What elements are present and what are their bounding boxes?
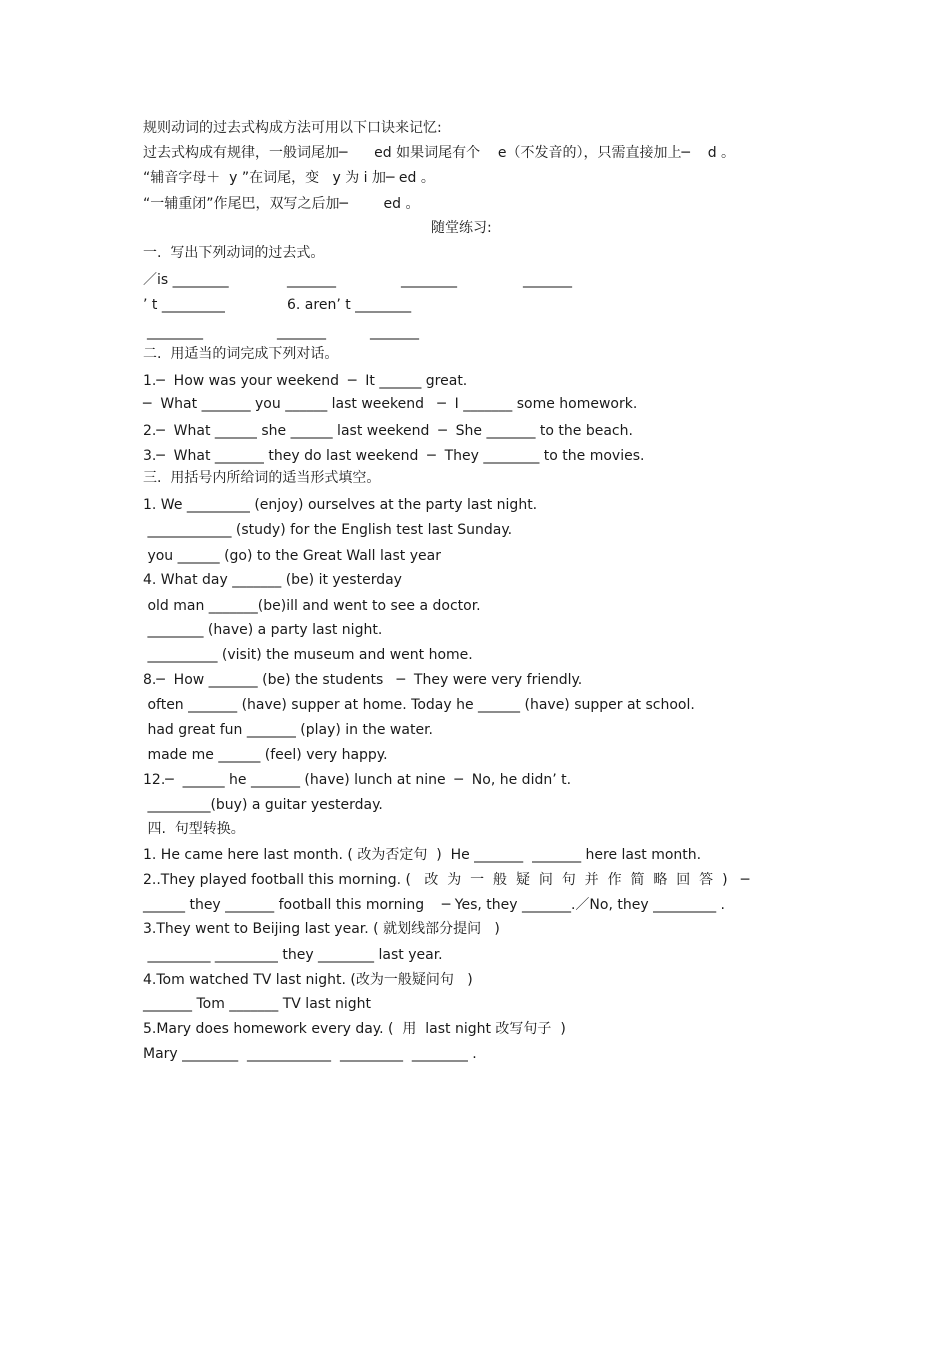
section4-heading: 四. 句型转换。 bbox=[143, 821, 245, 837]
section4-line: Mary ________ ____________ _________ ________ . bbox=[143, 1046, 477, 1062]
section3-line: _________(buy) a guitar yesterday. bbox=[143, 797, 383, 813]
section3-line: __________ (visit) the museum and went home. bbox=[143, 647, 473, 663]
intro-line-3: “辅音字母＋ y ”在词尾，变 y 为 i 加─ ed 。 bbox=[143, 170, 435, 186]
section1-item: ________ bbox=[147, 324, 203, 340]
section1-heading: 一. 写出下列动词的过去式。 bbox=[143, 245, 325, 261]
practice-title: 随堂练习: bbox=[431, 220, 492, 236]
section3-line: you ______ (go) to the Great Wall last year bbox=[143, 548, 441, 564]
section4-line: _______ Tom _______ TV last night bbox=[143, 996, 372, 1012]
section4-line: 5.Mary does homework every day. ( 用 last night 改写句子 ) bbox=[143, 1021, 566, 1037]
section3-line: 4. What day _______ (be) it yesterday bbox=[143, 572, 402, 588]
section1-item: ／is ________ bbox=[143, 272, 229, 288]
section4-line: 2..They played football this morning. ( 改 为 一 般 疑 问 句 并 作 简 略 回 答 ) ─ bbox=[143, 872, 750, 888]
section3-line: 12.─ ______ he _______ (have) lunch at nine ─ No, he didn’ t. bbox=[143, 772, 572, 788]
section4-line: 3.They went to Beijing last year. ( 就划线部分提问 ) bbox=[143, 921, 500, 937]
section1-item: 6. aren’ t ________ bbox=[287, 297, 412, 313]
section3-line: old man _______(be)ill and went to see a doctor. bbox=[143, 598, 481, 614]
section2-line: 2.─ What ______ she ______ last weekend ─ She _______ to the beach. bbox=[143, 423, 633, 439]
section3-line: 8.─ How _______ (be) the students ─ They were very friendly. bbox=[143, 672, 583, 688]
section2-line: ─ What _______ you ______ last weekend ─ I _______ some homework. bbox=[143, 396, 638, 412]
section3-line: made me ______ (feel) very happy. bbox=[143, 747, 388, 763]
section2-line: 1.─ How was your weekend ─ It ______ great. bbox=[143, 373, 468, 389]
intro-line-1: 规则动词的过去式构成方法可用以下口诀来记忆: bbox=[143, 120, 442, 136]
section1-item: _______ bbox=[523, 272, 572, 288]
section1-item: _______ bbox=[287, 272, 336, 288]
section4-line: _________ _________ they ________ last year. bbox=[143, 947, 443, 963]
section3-line: often _______ (have) supper at home. Today he ______ (have) supper at school. bbox=[143, 697, 695, 713]
section2-line: 3.─ What _______ they do last weekend ─ They ________ to the movies. bbox=[143, 448, 645, 464]
section1-item: _______ bbox=[370, 324, 419, 340]
section3-line: had great fun _______ (play) in the water. bbox=[143, 722, 433, 738]
section4-line: 4.Tom watched TV last night. (改为一般疑问句 ) bbox=[143, 972, 473, 988]
section3-line: ____________ (study) for the English test last Sunday. bbox=[143, 522, 513, 538]
section3-line: ________ (have) a party last night. bbox=[143, 622, 383, 638]
section4-line: ______ they _______ football this morning ─ Yes, they _______.／No, they _________ . bbox=[143, 897, 725, 913]
section3-line: 1. We _________ (enjoy) ourselves at the party last night. bbox=[143, 497, 538, 513]
section1-item: _______ bbox=[277, 324, 326, 340]
intro-line-2: 过去式构成有规律，一般词尾加─ ed 如果词尾有个 e（不发音的），只需直接加上─ d 。 bbox=[143, 145, 736, 161]
section1-item: ________ bbox=[401, 272, 457, 288]
section1-item: ’ t _________ bbox=[143, 297, 225, 313]
section4-line: 1. He came here last month. ( 改为否定句 ) He _______ _______ here last month. bbox=[143, 847, 702, 863]
section3-heading: 三. 用括号内所给词的适当形式填空。 bbox=[143, 470, 381, 486]
section2-heading: 二. 用适当的词完成下列对话。 bbox=[143, 346, 339, 362]
intro-line-4: “一辅重闭”作尾巴，双写之后加─ ed 。 bbox=[143, 196, 420, 212]
